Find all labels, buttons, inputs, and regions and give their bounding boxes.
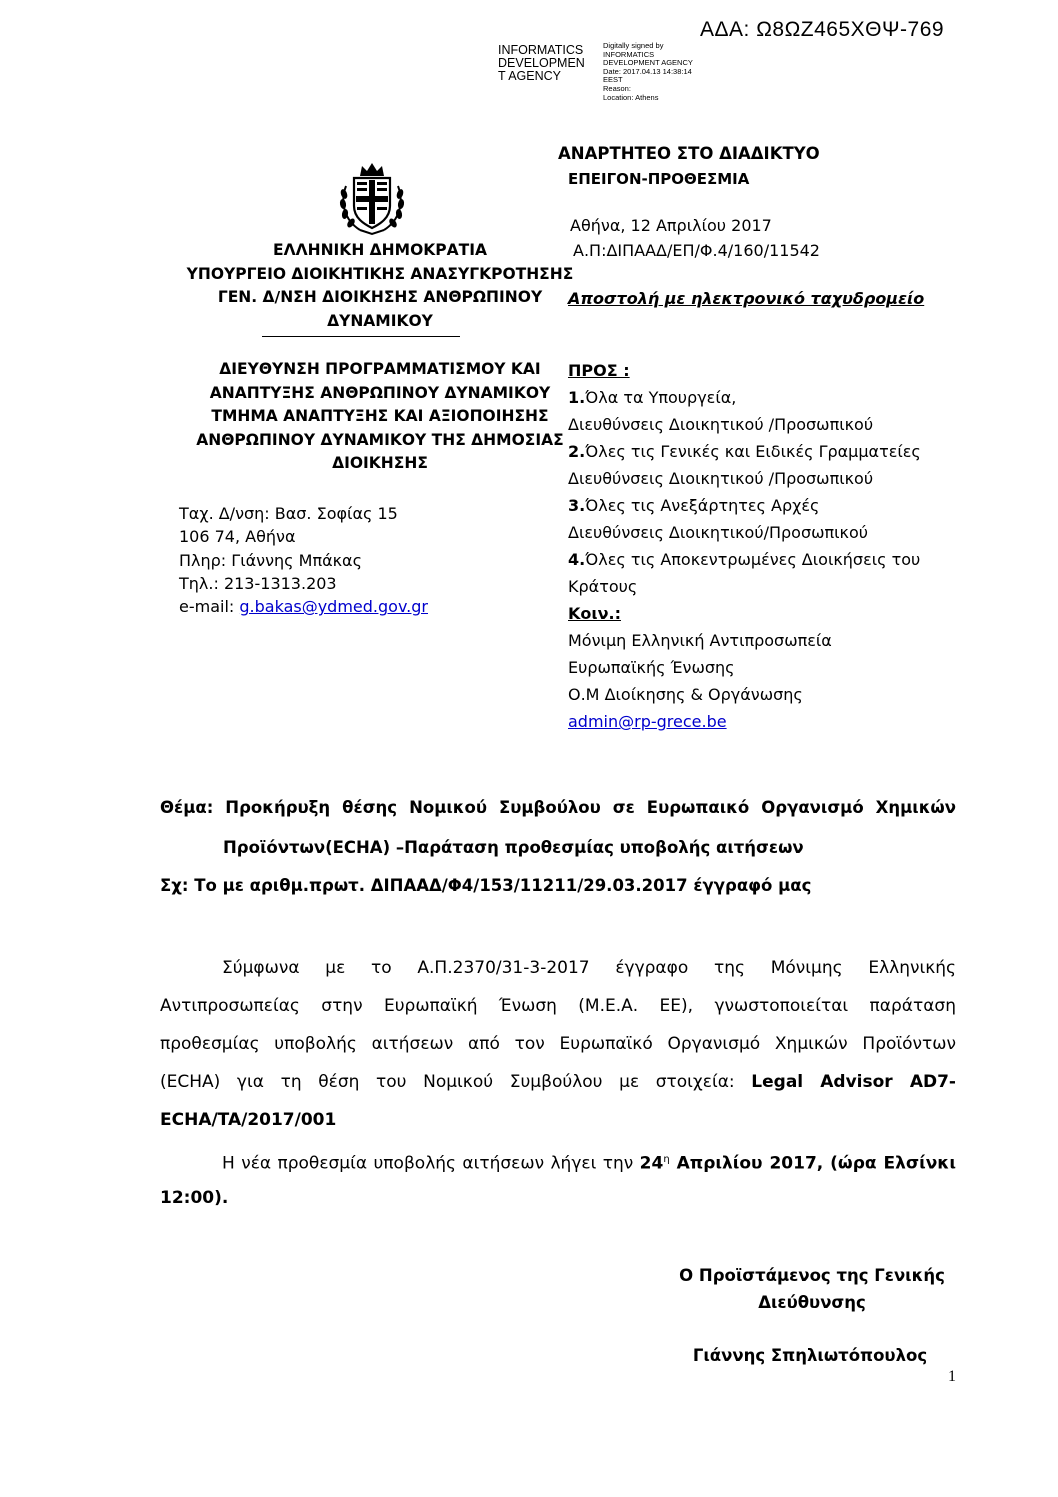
- contact-email-link[interactable]: g.bakas@ydmed.gov.gr: [239, 597, 428, 617]
- signoff-title-2: Διεύθυνσης: [758, 1293, 866, 1312]
- post-online-notice: ΑΝΑΡΤΗΤΕΟ ΣΤΟ ΔΙΑΔΙΚΤΥΟ: [558, 144, 820, 163]
- cc-item: Ευρωπαϊκής Ένωσης: [568, 658, 735, 677]
- recipient-item: Διευθύνσεις Διοικητικού/Προσωπικού: [568, 523, 869, 542]
- department-line: ΑΝΑΠΤΥΞΗΣ ΑΝΘΡΩΠΙΝΟΥ ΔΥΝΑΜΙΚΟΥ: [209, 383, 551, 402]
- deadline-time: 12:00).: [160, 1188, 229, 1208]
- contact-email-row: [179, 595, 428, 618]
- recipient-item: 3.Όλες τις Ανεξάρτητες Αρχές: [568, 496, 820, 515]
- deadline-date: Απριλίου 2017, (ώρα Ελσίνκι: [669, 1153, 956, 1174]
- signature-meta-line: INFORMATICS: [603, 49, 655, 59]
- position-code-cont: ECHA/TA/2017/001: [160, 1110, 337, 1130]
- signature-meta-line: DEVELOPMENT AGENCY: [603, 58, 693, 68]
- signature-organization: [498, 44, 585, 83]
- body-text: [160, 953, 956, 1213]
- recipient-item: 1.Όλα τα Υπουργεία,: [568, 388, 737, 407]
- signoff-name: Γιάννης Σπηλιωτόπουλος: [692, 1346, 928, 1365]
- department-line: ΔΙΟΙΚΗΣΗΣ: [332, 454, 428, 472]
- cc-label: Κοιν.:: [568, 604, 621, 623]
- deadline-line: Η νέα προθεσμία υποβολής αιτήσεων λήγει την $24^\eta$ Απριλίου 2017, (ώρα Ελσίνκι: [222, 1153, 956, 1174]
- body-line: Σύμφωνα με το Α.Π.2370/31-3-2017 έγγραφο της Μόνιμης Ελληνικής: [222, 958, 956, 978]
- recipient-item: 2.Όλες τις Γενικές και Ειδικές Γραμματείες: [568, 442, 921, 461]
- recipients-to-label: ΠΡΟΣ :: [568, 361, 630, 380]
- contact-details: [179, 502, 428, 618]
- signature-meta-line: Date: 2017.04.13 14:38:14: [603, 66, 692, 76]
- sender-heading: [150, 239, 610, 333]
- coat-of-arms-icon: [334, 156, 410, 238]
- contact-postcode: 106 74, Αθήνα: [179, 527, 296, 547]
- signature-meta-line: Digitally signed by: [603, 41, 664, 50]
- cc-item: Μόνιμη Ελληνική Αντιπροσωπεία: [568, 631, 832, 650]
- page-number: 1: [948, 1368, 956, 1385]
- contact-phone: Τηλ.: 213-1313.203: [179, 573, 337, 593]
- signoff-title-1: Ο Προϊστάμενος της Γενικής: [679, 1266, 945, 1285]
- signature-metadata: [603, 42, 693, 102]
- reference-line: Σχ: Το με αριθμ.πρωτ. ΔΙΠΑΑΔ/Φ4/153/11211/29.03.2017 έγγραφό μας: [160, 876, 812, 895]
- sender-line: ΓΕΝ. Δ/ΝΣΗ ΔΙΟΙΚΗΣΗΣ ΑΝΘΡΩΠΙΝΟΥ: [217, 288, 543, 306]
- sender-line: ΕΛΛΗΝΙΚΗ ΔΗΜΟΚΡΑΤΙΑ: [273, 241, 487, 259]
- contact-email-label: e-mail:: [179, 597, 240, 617]
- recipient-item: Διευθύνσεις Διοικητικού /Προσωπικού: [568, 415, 874, 434]
- body-line: Αντιπροσωπείας στην Ευρωπαϊκή Ένωση (Μ.Ε.Α. ΕΕ), γνωστοποιείται παράταση: [160, 996, 956, 1016]
- position-code: Legal Advisor AD7-: [751, 1072, 956, 1092]
- signature-org-line: DEVELOPMEN: [498, 56, 585, 70]
- signature-meta-line: Reason:: [603, 83, 631, 93]
- signature-meta-line: EEST: [603, 75, 623, 85]
- cc-email-link[interactable]: admin@rp-grece.be: [568, 712, 727, 731]
- signature-org-line: T AGENCY: [498, 69, 561, 83]
- recipients-block: [568, 357, 921, 735]
- subject-line-1: Θέμα: Προκήρυξη θέσης Νομικού Συμβούλου σε Ευρωπαικό Οργανισμό Χημικών: [160, 798, 956, 817]
- recipient-item: Διευθύνσεις Διοικητικού /Προσωπικού: [568, 469, 874, 488]
- sender-line: ΥΠΟΥΡΓΕΙΟ ΔΙΟΙΚΗΤΙΚΗΣ ΑΝΑΣΥΓΚΡΟΤΗΣΗΣ: [186, 264, 574, 283]
- sender-line: ΔΥΝΑΜΙΚΟΥ: [327, 311, 433, 330]
- signature-org-line: INFORMATICS: [498, 43, 584, 57]
- department-heading: [150, 358, 610, 476]
- contact-person: Πληρ: Γιάννης Μπάκας: [179, 550, 362, 570]
- ada-code: ΑΔΑ: Ω8ΩΖ465ΧΘΨ-769: [700, 18, 945, 41]
- document-date: Αθήνα, 12 Απριλίου 2017: [570, 216, 772, 235]
- cc-item: Ο.Μ Διοίκησης & Οργάνωσης: [568, 685, 803, 704]
- header-divider: [262, 336, 460, 337]
- department-line: ΔΙΕΥΘΥΝΣΗ ΠΡΟΓΡΑΜΜΑΤΙΣΜΟΥ ΚΑΙ: [219, 360, 541, 378]
- delivery-method: Αποστολή με ηλεκτρονικό ταχυδρομείο: [568, 289, 925, 308]
- urgent-deadline-notice: ΕΠΕΙΓΟΝ-ΠΡΟΘΕΣΜΙΑ: [568, 170, 750, 188]
- recipient-item: Κράτους: [568, 577, 638, 596]
- protocol-number: Α.Π:ΔΙΠΑΑΔ/ΕΠ/Φ.4/160/11542: [573, 241, 820, 260]
- recipient-item: 4.Όλες τις Αποκεντρωμένες Διοικήσεις του: [568, 550, 921, 569]
- contact-address: Ταχ. Δ/νση: Βασ. Σοφίας 15: [179, 504, 398, 523]
- body-line: (ECHA) για τη θέση του Νομικού Συμβούλου με στοιχεία: Legal Advisor AD7-: [160, 1072, 956, 1092]
- department-line: ΑΝΘΡΩΠΙΝΟΥ ΔΥΝΑΜΙΚΟΥ ΤΗΣ ΔΗΜΟΣΙΑΣ: [196, 430, 564, 449]
- signature-meta-line: Location: Athens: [603, 92, 659, 102]
- department-line: ΤΜΗΜΑ ΑΝΑΠΤΥΞΗΣ ΚΑΙ ΑΞΙΟΠΟΙΗΣΗΣ: [211, 407, 549, 425]
- body-line: προθεσμίας υποβολής αιτήσεων από τον Ευρωπαϊκό Οργανισμό Χημικών Προϊόντων: [160, 1034, 956, 1054]
- subject-line-2: Προϊόντων(ECHA) –Παράταση προθεσμίας υποβολής αιτήσεων: [223, 838, 804, 857]
- deadline-day: 24: [639, 1153, 664, 1174]
